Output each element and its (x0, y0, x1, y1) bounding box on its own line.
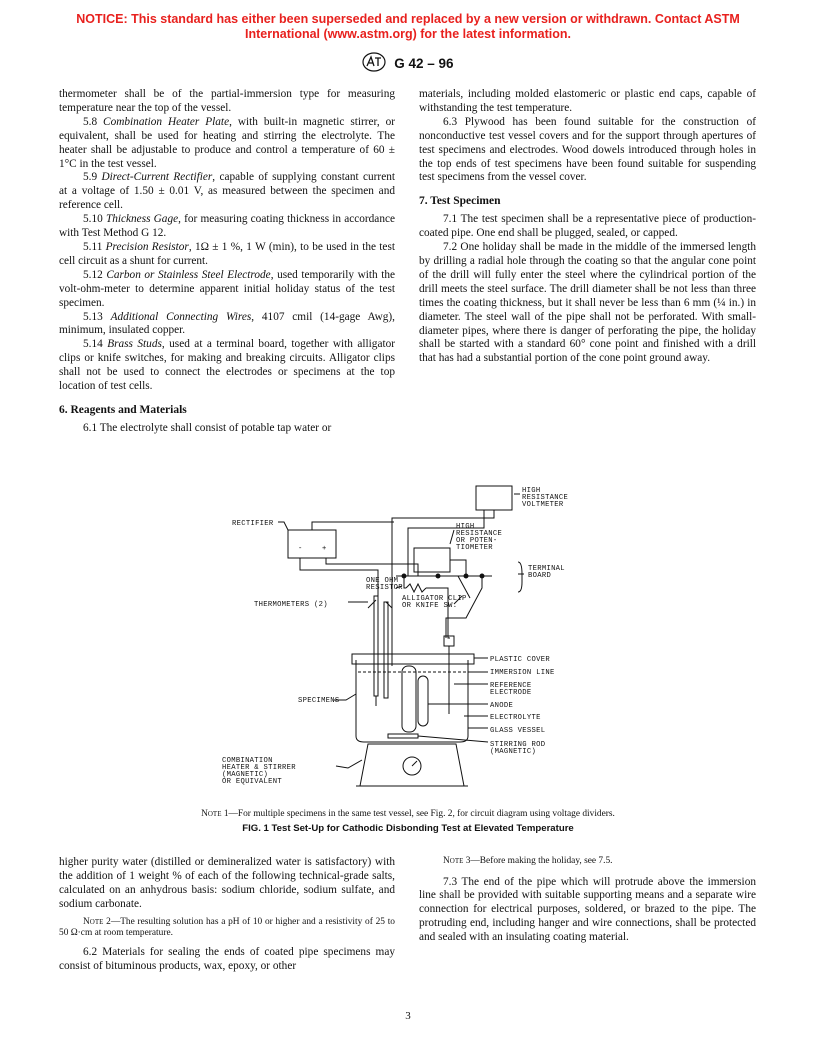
potentiometer-box (414, 548, 450, 572)
label-high-resistance-potentiometer: OR POTEN- (456, 537, 498, 545)
item-title: Carbon or Stainless Steel Electrode (106, 268, 271, 281)
figure-1-diagram (218, 478, 598, 808)
item-title: Combination Heater Plate (103, 115, 230, 128)
paragraph-5-12 (59, 269, 395, 311)
left-column-bottom (59, 856, 395, 973)
notice-line-1: NOTICE: This standard has either been superseded and replaced by a new version or withdrawn. Contact ASTM (76, 12, 740, 26)
label-high-resistance-voltmeter: HIGH (522, 487, 541, 495)
notice-line-2: International (www.astm.org) for the latest information. (245, 27, 571, 41)
paragraph: higher purity water (distilled or demineralized water is satisfactory) with the addition of 1 weight % of each of the following technical-grade salts, calculated on an anhydrous basis: sodium chloride, sodium sulfate, and sodium carbonate. (59, 856, 395, 910)
label-alligator-clip: OR KNIFE SW. (402, 602, 458, 610)
page-header (0, 52, 816, 75)
page-number: 3 (405, 1010, 411, 1022)
label-reference-electrode: ELECTRODE (490, 689, 532, 697)
section-number: 5.9 (83, 171, 102, 184)
item-title: Precision Resistor (105, 240, 189, 253)
label-electrolyte: ELECTROLYTE (490, 714, 541, 722)
figure-note (0, 809, 816, 819)
paragraph-7-1: 7.1 The test specimen shall be a representative piece of production-coated pipe. One end shall be plugged, sealed, or capped. (419, 213, 756, 240)
label-high-resistance-voltmeter: VOLTMETER (522, 501, 564, 509)
label-plastic-cover: PLASTIC COVER (490, 656, 550, 664)
paragraph-7-3: 7.3 The end of the pipe which will protrude above the immersion line shall be provided with suitable supporting means and a separate wire connection for electrical purposes, soldered, or brazed to the pipe. The protruding end, including hanger and wire connections, shall be protected and sealed with an insulating coating material. (419, 875, 756, 944)
label-high-resistance-potentiometer: RESISTANCE (456, 530, 503, 538)
label-high-resistance-voltmeter: RESISTANCE (522, 494, 569, 502)
item-title: Direct-Current Rectifier (101, 171, 213, 184)
section-heading-6: 6. Reagents and Materials (59, 403, 187, 416)
paragraph: thermometer shall be of the partial-immersion type for measuring temperature near the top of the vessel. (59, 88, 395, 114)
section-heading-7: 7. Test Specimen (419, 195, 501, 208)
note-text: —For multiple specimens in the same test vessel, see Fig. 2, for circuit diagram using voltage dividers. (228, 809, 615, 819)
label-plus: + (322, 545, 327, 553)
item-text: , capable of supplying constant current at a voltage of 1.50 ± 0.01 V, as measured between the specimen and reference cell. (59, 171, 395, 212)
right-column-bottom (419, 856, 756, 945)
item-text: , used temporarily with the volt-ohm-meter to determine apparent initial holiday status of the test specimen. (59, 268, 396, 309)
paragraph-6-1: 6.1 The electrolyte shall consist of potable tap water or (83, 421, 332, 434)
note-label: Note 3 (443, 856, 471, 866)
left-column-top (59, 88, 395, 436)
label-minus: - (298, 545, 303, 553)
label-rectifier: RECTIFIER (232, 520, 274, 528)
label-glass-vessel: GLASS VESSEL (490, 727, 546, 735)
right-column-top (419, 88, 756, 366)
note-text: —Before making the holiday, see 7.5. (470, 856, 613, 866)
item-text: , for measuring coating thickness in accordance with Test Method G 12. (59, 213, 396, 240)
label-immersion-line: IMMERSION LINE (490, 669, 555, 677)
paragraph-6-2: 6.2 Materials for sealing the ends of coated pipe specimens may consist of bituminous products, wax, epoxy, or other (59, 945, 395, 972)
section-number: 5.8 (83, 115, 104, 128)
section-number: 5.13 (83, 310, 111, 323)
paragraph-5-14 (59, 338, 395, 394)
test-setup-diagram (218, 478, 598, 808)
item-text: , 1Ω ± 1 %, 1 W (min), to be used in the test cell circuit as a shunt for current. (59, 240, 395, 267)
section-number: 5.11 (83, 240, 106, 253)
item-text: , used at a terminal board, together with alligator clips or knife switches, for making and breaking circuits. Alligator clips shall not be used to connect the electrodes or specimens at the top location of test cells. (59, 338, 396, 393)
note-3 (419, 856, 756, 868)
item-title: Thickness Gage (105, 213, 179, 226)
label-one-ohm-resistor: RESISTOR (366, 584, 403, 592)
paragraph: materials, including molded elastomeric or plastic end caps, capable of withstanding the test temperature. (419, 88, 756, 114)
label-stirring-rod: (MAGNETIC) (490, 748, 537, 756)
label-one-ohm-resistor: ONE OHM (366, 577, 399, 585)
item-title: Brass Studs (107, 338, 162, 351)
item-text: , with built-in magnetic stirrer, or equivalent, shall be used for heating and stirring the electrolyte. The heater shall be adjustable to produce and control a temperature of 60 ± 1°C in the test vessel. (59, 115, 396, 170)
label-high-resistance-potentiometer: TIOMETER (456, 544, 493, 552)
section-number: 5.10 (83, 213, 106, 226)
label-terminal-board: BOARD (528, 572, 552, 580)
label-alligator-clip: ALLIGATOR CLIP (402, 595, 467, 603)
designation: G 42 – 96 (394, 56, 454, 71)
label-heater-stirrer: OR EQUIVALENT (222, 778, 282, 786)
notice-banner (40, 12, 776, 42)
label-terminal-board: TERMINAL (528, 565, 565, 573)
paragraph-5-11 (59, 241, 395, 269)
figure-caption: FIG. 1 Test Set-Up for Cathodic Disbonding Test at Elevated Temperature (242, 823, 574, 834)
note-label: Note 2 (83, 916, 111, 927)
paragraph-5-13 (59, 311, 395, 339)
note-text: —The resulting solution has a pH of 10 or higher and a resistivity of 25 to 50 Ω·cm at room temperature. (59, 916, 395, 939)
paragraph-5-8 (59, 116, 395, 172)
label-anode: ANODE (490, 702, 514, 710)
voltmeter-box (476, 486, 512, 510)
label-heater-stirrer: COMBINATION (222, 757, 273, 765)
section-number: 5.14 (83, 338, 108, 351)
section-number: 5.12 (83, 268, 107, 281)
astm-logo-icon (362, 52, 386, 75)
paragraph-6-3: 6.3 Plywood has been found suitable for the construction of nonconductive test vessel covers and for the support through apertures of test specimens and electrodes. Wood dowels introduced through holes in the top ends of test specimens have been found suitable for suspending test specimens from the vessel cover. (419, 115, 756, 184)
paragraph-5-10 (59, 213, 395, 241)
label-stirring-rod: STIRRING ROD (490, 741, 546, 749)
label-heater-stirrer: HEATER & STIRRER (222, 764, 296, 772)
label-high-resistance-potentiometer: HIGH (456, 523, 475, 531)
label-thermometers: THERMOMETERS (2) (254, 601, 328, 609)
label-reference-electrode: REFERENCE (490, 682, 532, 690)
label-heater-stirrer: (MAGNETIC) (222, 771, 269, 779)
item-text: , 4107 cmil (14-gage Awg), minimum, insulated copper. (59, 310, 396, 337)
item-title: Additional Connecting Wires (110, 310, 252, 323)
note-label: Note 1 (201, 809, 229, 819)
paragraph-7-2: 7.2 One holiday shall be made in the middle of the immersed length by drilling a radial hole through the coating so that the angular cone point of the drill will fully enter the steel where the cylindrical portion of the drill meets the steel surface. The drill diameter shall be not less than three times the coating thickness, but it shall never be less than 6 mm (¼ in.) in diameter. The steel wall of the pipe shall not be perforated. With small-diameter pipes, where there is danger of perforating the pipe, the holiday shall be started with a standard 60° cone point and finished with a drill that has had a substantial portion of the cone point ground away. (419, 241, 756, 365)
rectifier-box (288, 530, 336, 558)
paragraph-5-9 (59, 171, 395, 213)
label-specimens: SPECIMENS (298, 697, 340, 705)
note-2 (59, 917, 395, 940)
